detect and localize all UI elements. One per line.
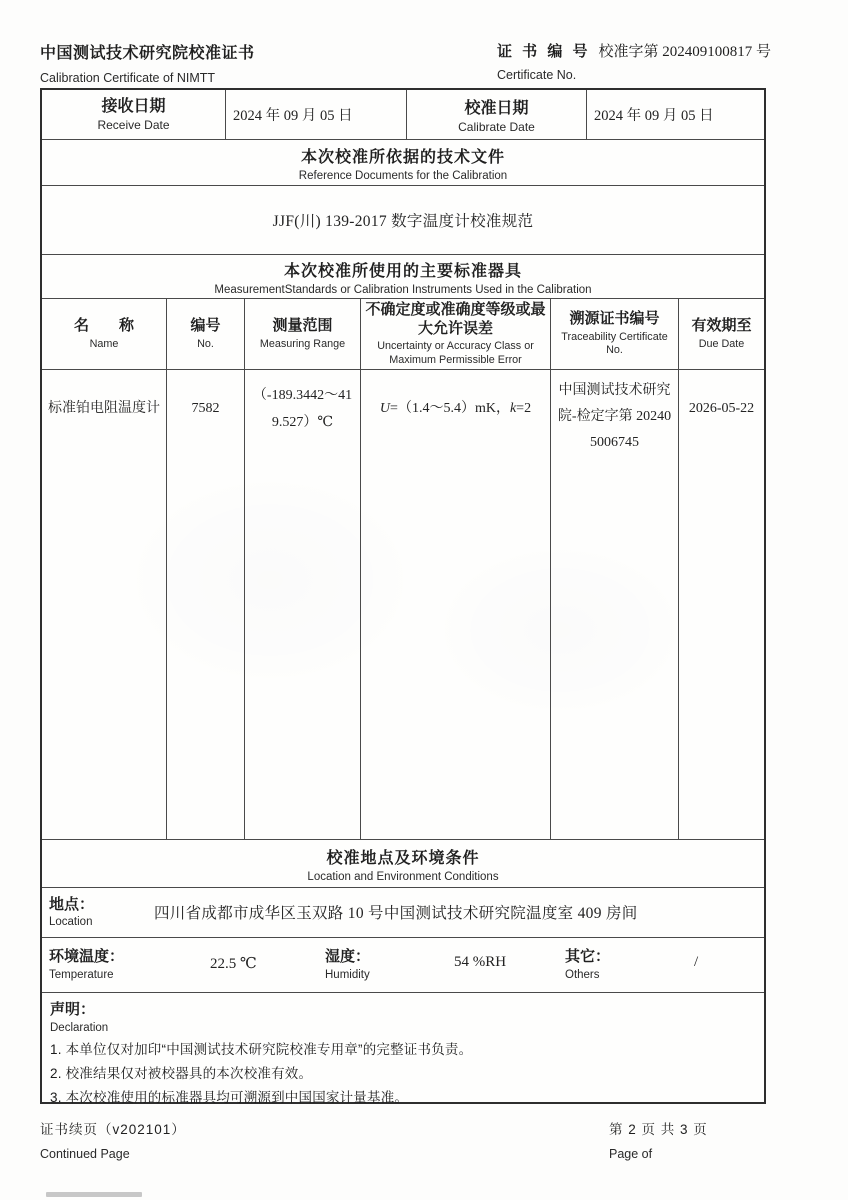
declaration-list	[50, 1038, 756, 1110]
receive-date-value: 2024 年 09 月 05 日	[225, 90, 406, 139]
cert-no-value: 校准字第 202409100817 号	[598, 44, 772, 60]
certificate-number-line	[497, 40, 771, 61]
scan-artifact-bar	[46, 1192, 142, 1197]
standards-section-title: 本次校准所使用的主要标准器具 MeasurementStandards or Calibration Instruments Used in the Calibration	[42, 254, 764, 298]
declaration-label: 声明：	[50, 1001, 96, 1018]
due-date: 2026-05-22	[678, 370, 764, 839]
uncertainty-value: U=（1.4～5.4）mK，k=2	[360, 370, 550, 839]
date-row	[42, 90, 764, 139]
location-section-title: 校准地点及环境条件 Location and Environment Conditions	[42, 839, 764, 887]
standards-table-header	[42, 298, 764, 369]
col-header-name: 名 称 Name	[73, 316, 134, 350]
col-header-traceability: 溯源证书编号 Traceability Certificate No.	[550, 299, 678, 369]
footer-page-number	[609, 1118, 708, 1161]
others-value: /	[694, 954, 699, 970]
col-header-range: 测量范围 Measuring Range	[244, 299, 360, 369]
temperature-value: 22.5 ℃	[210, 956, 257, 972]
col-header-no: 编号 No.	[166, 299, 244, 369]
header-title-block	[40, 40, 255, 85]
continued-page-zh: 证书续页（v202101）	[40, 1122, 186, 1137]
calibrate-date-label: 校准日期 Calibrate Date	[406, 90, 586, 139]
others-label: 其它： Others	[565, 948, 611, 981]
instrument-no: 7582	[166, 370, 244, 839]
cert-no-label-en: Certificate No.	[497, 68, 577, 82]
location-value: 四川省成都市成华区玉双路 10 号中国测试技术研究院温度室 409 房间	[154, 905, 638, 922]
certificate-number-block	[497, 40, 771, 82]
traceability-cert-no: 中国测试技术研究院-检定字第 202405006745	[550, 370, 678, 839]
cert-no-label: 证 书 编 号	[497, 43, 591, 60]
col-header-due-date: 有效期至 Due Date	[678, 299, 764, 369]
location-label: 地点： Location	[49, 896, 95, 928]
declaration-item: 1. 本单位仅对加印“中国测试技术研究院校准专用章”的完整证书负责。	[50, 1042, 473, 1057]
location-row	[42, 887, 764, 937]
receive-date-label: 接收日期 Receive Date	[97, 97, 170, 133]
doc-footer	[40, 1118, 804, 1168]
standards-table-row	[42, 369, 764, 839]
doc-title-zh: 中国测试技术研究院校准证书	[40, 45, 255, 62]
certificate-table	[40, 88, 766, 1104]
declaration-label-en: Declaration	[50, 1022, 109, 1034]
doc-title-en: Calibration Certificate of NIMTT	[40, 71, 216, 85]
instrument-name: 标准铂电阻温度计	[48, 401, 160, 416]
environment-row	[42, 937, 764, 992]
continued-page-en: Continued Page	[40, 1147, 130, 1161]
declaration-item: 3. 本次校准使用的标准器具均可溯源到中国国家计量基准。	[50, 1090, 409, 1105]
col-header-uncertainty: 不确定度或准确度等级或最大允许误差 Uncertainty or Accuracy Class or Maximum Permissible Error	[360, 299, 550, 369]
declaration-item: 2. 校准结果仅对被校器具的本次校准有效。	[50, 1066, 313, 1081]
humidity-label: 湿度： Humidity	[325, 948, 371, 981]
reference-document: JJF(川) 139-2017 数字温度计校准规范	[42, 185, 764, 254]
declaration-section	[42, 992, 764, 1105]
page-number-zh: 第 2 页 共 3 页	[609, 1122, 708, 1137]
footer-continued-page	[40, 1118, 186, 1161]
humidity-value: 54 %RH	[454, 954, 507, 970]
temperature-label: 环境温度： Temperature	[49, 948, 125, 981]
page-number-en: Page of	[609, 1147, 653, 1161]
calibrate-date-value: 2024 年 09 月 05 日	[586, 90, 764, 139]
reference-section-title: 本次校准所依据的技术文件 Reference Documents for the Calibration	[42, 139, 764, 185]
measuring-range: （-189.3442～419.527）℃	[244, 370, 360, 839]
